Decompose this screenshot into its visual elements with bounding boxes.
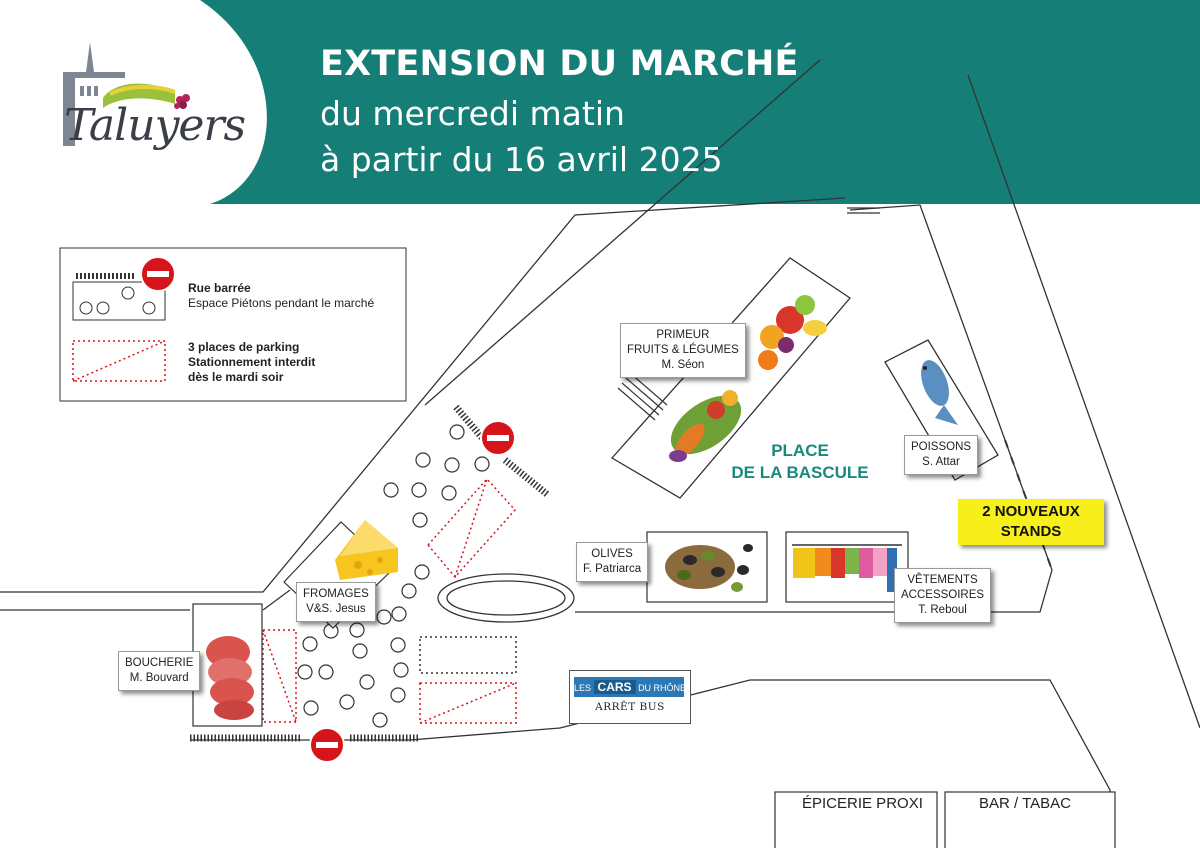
boucherie-line2: M. Bouvard (129, 672, 189, 684)
primeur-line2: FRUITS & LÉGUMES (627, 344, 739, 356)
new-stands-line1: 2 NOUVEAUX (982, 503, 1080, 520)
stripes (618, 208, 880, 420)
fromages-line1: FROMAGES (303, 588, 369, 600)
new-stands-line2: STANDS (1000, 523, 1062, 540)
no-entry-icon (310, 728, 344, 762)
vetements-line1: VÊTEMENTS (907, 574, 978, 586)
place-line1: PLACE (771, 441, 829, 460)
label-vetements (894, 568, 991, 623)
olives-line2: F. Patriarca (583, 563, 642, 575)
legend-parking-line2: Stationnement interdit (188, 355, 316, 369)
bus-du-rhone: DU RHÔNE (638, 683, 687, 693)
no-entry-icon (141, 257, 175, 291)
fruits-icon (758, 295, 827, 370)
place-label (730, 440, 870, 484)
place-line2: DE LA BASCULE (731, 463, 869, 482)
fish-icon (916, 356, 958, 425)
poissons-line1: POISSONS (911, 441, 972, 453)
label-primeur (620, 323, 746, 378)
page-title: EXTENSION DU MARCHÉ (320, 44, 799, 84)
legend-parking (188, 340, 315, 385)
label-olives (576, 542, 648, 582)
legend-closed-title: Rue barrée (188, 281, 251, 295)
olives-line1: OLIVES (591, 548, 633, 560)
label-poissons (904, 435, 978, 475)
fromages-line2: V&S. Jesus (306, 603, 366, 615)
no-entry-icon (481, 421, 515, 455)
new-stands-badge (958, 499, 1104, 545)
page-subtitle-line2: à partir du 16 avril 2025 (320, 140, 723, 179)
label-boucherie (118, 651, 200, 691)
shop-epicerie-name: ÉPICERIE PROXI (802, 795, 923, 812)
poissons-line2: S. Attar (922, 456, 960, 468)
vetements-line2: ACCESSOIRES (901, 589, 985, 601)
primeur-line1: PRIMEUR (656, 329, 710, 341)
parking-spot-empty (420, 637, 516, 673)
legend-closed-street (188, 281, 374, 311)
bus-cars: CARS (594, 680, 636, 694)
bus-les: LES (574, 683, 592, 693)
vetements-line3: T. Reboul (918, 604, 967, 616)
page-subtitle-line1: du mercredi matin (320, 94, 625, 133)
shop-bar-name: BAR / TABAC (979, 795, 1071, 812)
logo-text: Taluyers (64, 100, 246, 151)
legend-parking-line1: 3 places de parking (188, 340, 300, 354)
bus-stop (569, 670, 691, 724)
primeur-line3: M. Séon (661, 359, 705, 371)
bus-logo (574, 677, 687, 697)
legend-closed-desc: Espace Piétons pendant le marché (188, 296, 375, 310)
boucherie-line1: BOUCHERIE (125, 657, 194, 669)
bus-stop-label: ARRÊT BUS (595, 701, 665, 713)
legend-parking-line3: dès le mardi soir (188, 370, 284, 384)
label-fromages (296, 582, 376, 622)
